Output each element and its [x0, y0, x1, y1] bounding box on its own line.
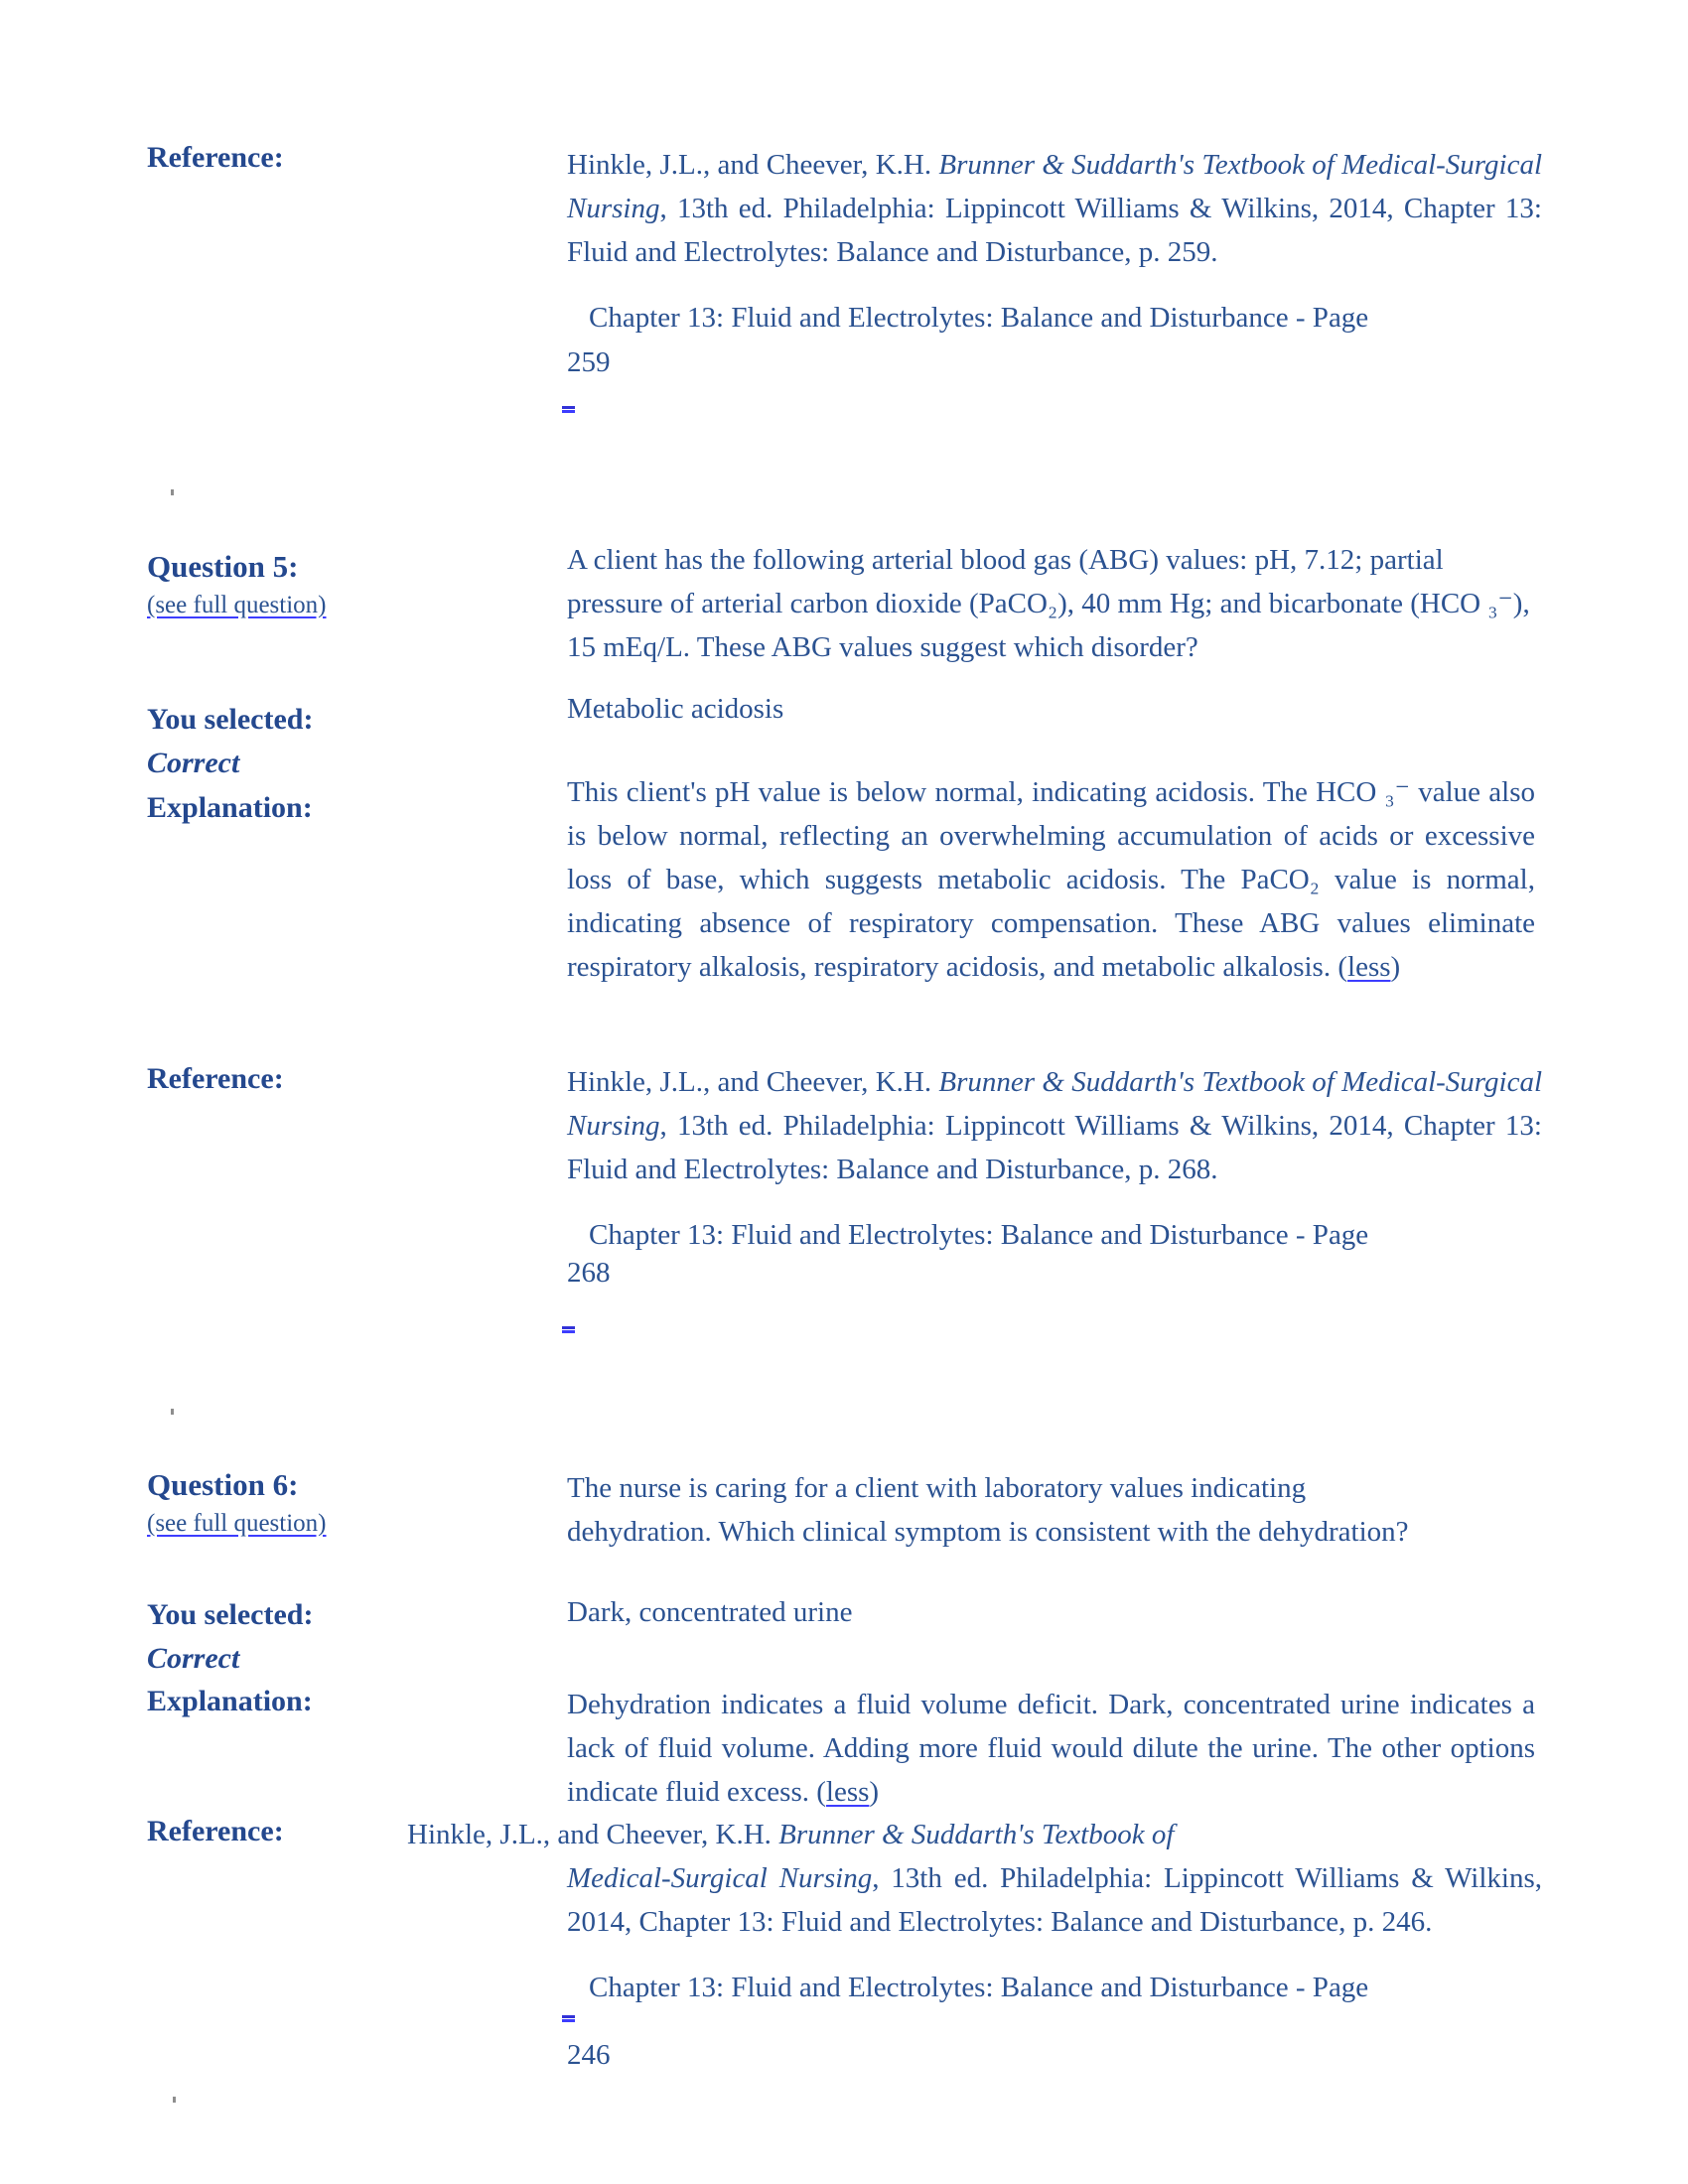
less-link-q5[interactable]: less: [1347, 951, 1391, 983]
see-full-question-link-q5[interactable]: (see full question): [147, 592, 327, 618]
correct-label-q6: Correct: [147, 1642, 240, 1675]
explanation-body-q6: Dehydration indicates a fluid volume deficit. Dark, concentrated urine indicates a lack of fluid volume. Adding more fluid would dilute the urine. The other options indicate fluid excess.: [567, 1689, 1535, 1808]
explanation-text-q6: [567, 1683, 1535, 1814]
question5-text: A client has the following arterial blood gas (ABG) values: pH, 7.12; partial pressure of arterial carbon dioxide (PaCO₂), 40 mm Hg; and bicarbonate (HCO ₃⁻), 15 mEq/L. These ABG values suggest which disorder?: [567, 544, 1530, 663]
less-close-paren-q5: ): [1390, 951, 1401, 983]
explanation-label-q5: Explanation:: [147, 791, 313, 824]
reference-citation-q4: [567, 143, 1542, 274]
reference-citation-q6-line1: [407, 1813, 1544, 1856]
chapter-page-line-q4: Chapter 13: Fluid and Electrolytes: Balance and Disturbance - Page: [589, 302, 1369, 334]
citation-book-title: Brunner & Suddarth's Textbook of Medical-Surgical Nursing: [567, 1066, 1542, 1142]
selected-answer-q5: Metabolic acidosis: [567, 693, 784, 725]
reference-citation-q6-rest: [567, 1856, 1542, 1944]
less-open-paren-q6: (: [816, 1776, 826, 1808]
page-link-dash-q6[interactable]: [562, 2015, 575, 2018]
citation-book-title-line2: Medical-Surgical Nursing: [567, 1862, 873, 1894]
less-close-paren-q6: ): [869, 1776, 880, 1808]
page-number-q6: 246: [567, 2039, 611, 2071]
citation-tail: , 13th ed. Philadelphia: Lippincott Williams & Wilkins, 2014, Chapter 13: Fluid and Electrolytes: Balance and Disturbance, p. 268.: [567, 1110, 1542, 1185]
explanation-label-q6: Explanation:: [147, 1685, 313, 1717]
artifact-mark-3: [173, 2097, 176, 2103]
citation-tail: , 13th ed. Philadelphia: Lippincott Williams & Wilkins, 2014, Chapter 13: Fluid and Electrolytes: Balance and Disturbance, p. 246.: [567, 1862, 1543, 1938]
less-open-paren-q5: (: [1337, 951, 1348, 983]
question6-label: Question 6:: [147, 1467, 299, 1502]
page-link-dash-q4[interactable]: [562, 406, 575, 409]
citation-authors: Hinkle, J.L., and Cheever, K.H.: [567, 1066, 939, 1098]
less-link-q6[interactable]: less: [825, 1776, 870, 1808]
page-number-q5: 268: [567, 1257, 611, 1289]
reference-label-q6: Reference:: [147, 1815, 284, 1847]
reference-label-q4: Reference:: [147, 141, 284, 174]
explanation-body-q5: This client's pH value is below normal, indicating acidosis. The HCO ₃⁻ value also is below normal, reflecting an overwhelming accumulation of acids or excessive loss of base, which suggests metabolic acidosis. The PaCO₂ value is normal, indicating absence of respiratory compensation. These ABG values eliminate respiratory alkalosis, respiratory acidosis, and metabolic alkalosis.: [567, 776, 1535, 983]
you-selected-label-q5: You selected:: [147, 703, 314, 736]
page-number-q4: 259: [567, 346, 611, 378]
reference-citation-q5: [567, 1060, 1542, 1191]
page-link-dash-q5[interactable]: [562, 1326, 575, 1329]
correct-label-q5: Correct: [147, 747, 240, 779]
artifact-mark-1: [171, 489, 174, 495]
see-full-question-link-q6[interactable]: (see full question): [147, 1510, 327, 1537]
you-selected-label-q6: You selected:: [147, 1598, 314, 1631]
citation-authors: Hinkle, J.L., and Cheever, K.H.: [567, 149, 939, 181]
explanation-text-q5: [567, 770, 1535, 989]
citation-authors: Hinkle, J.L., and Cheever, K.H.: [407, 1819, 779, 1850]
question6-text: The nurse is caring for a client with laboratory values indicating dehydration. Which clinical symptom is consistent with the dehydration?: [567, 1472, 1409, 1548]
citation-book-title-line1: Brunner & Suddarth's Textbook of: [778, 1819, 1175, 1850]
chapter-page-line-q6: Chapter 13: Fluid and Electrolytes: Balance and Disturbance - Page: [589, 1972, 1369, 2003]
chapter-page-line-q5: Chapter 13: Fluid and Electrolytes: Balance and Disturbance - Page: [589, 1219, 1369, 1251]
selected-answer-q6: Dark, concentrated urine: [567, 1596, 853, 1628]
question5-label: Question 5:: [147, 549, 299, 584]
reference-label-q5: Reference:: [147, 1062, 284, 1095]
citation-book-title: Brunner & Suddarth's Textbook of Medical-Surgical Nursing: [567, 149, 1542, 224]
citation-tail: , 13th ed. Philadelphia: Lippincott Williams & Wilkins, 2014, Chapter 13: Fluid and Electrolytes: Balance and Disturbance, p. 259.: [567, 193, 1542, 268]
artifact-mark-2: [171, 1409, 174, 1415]
